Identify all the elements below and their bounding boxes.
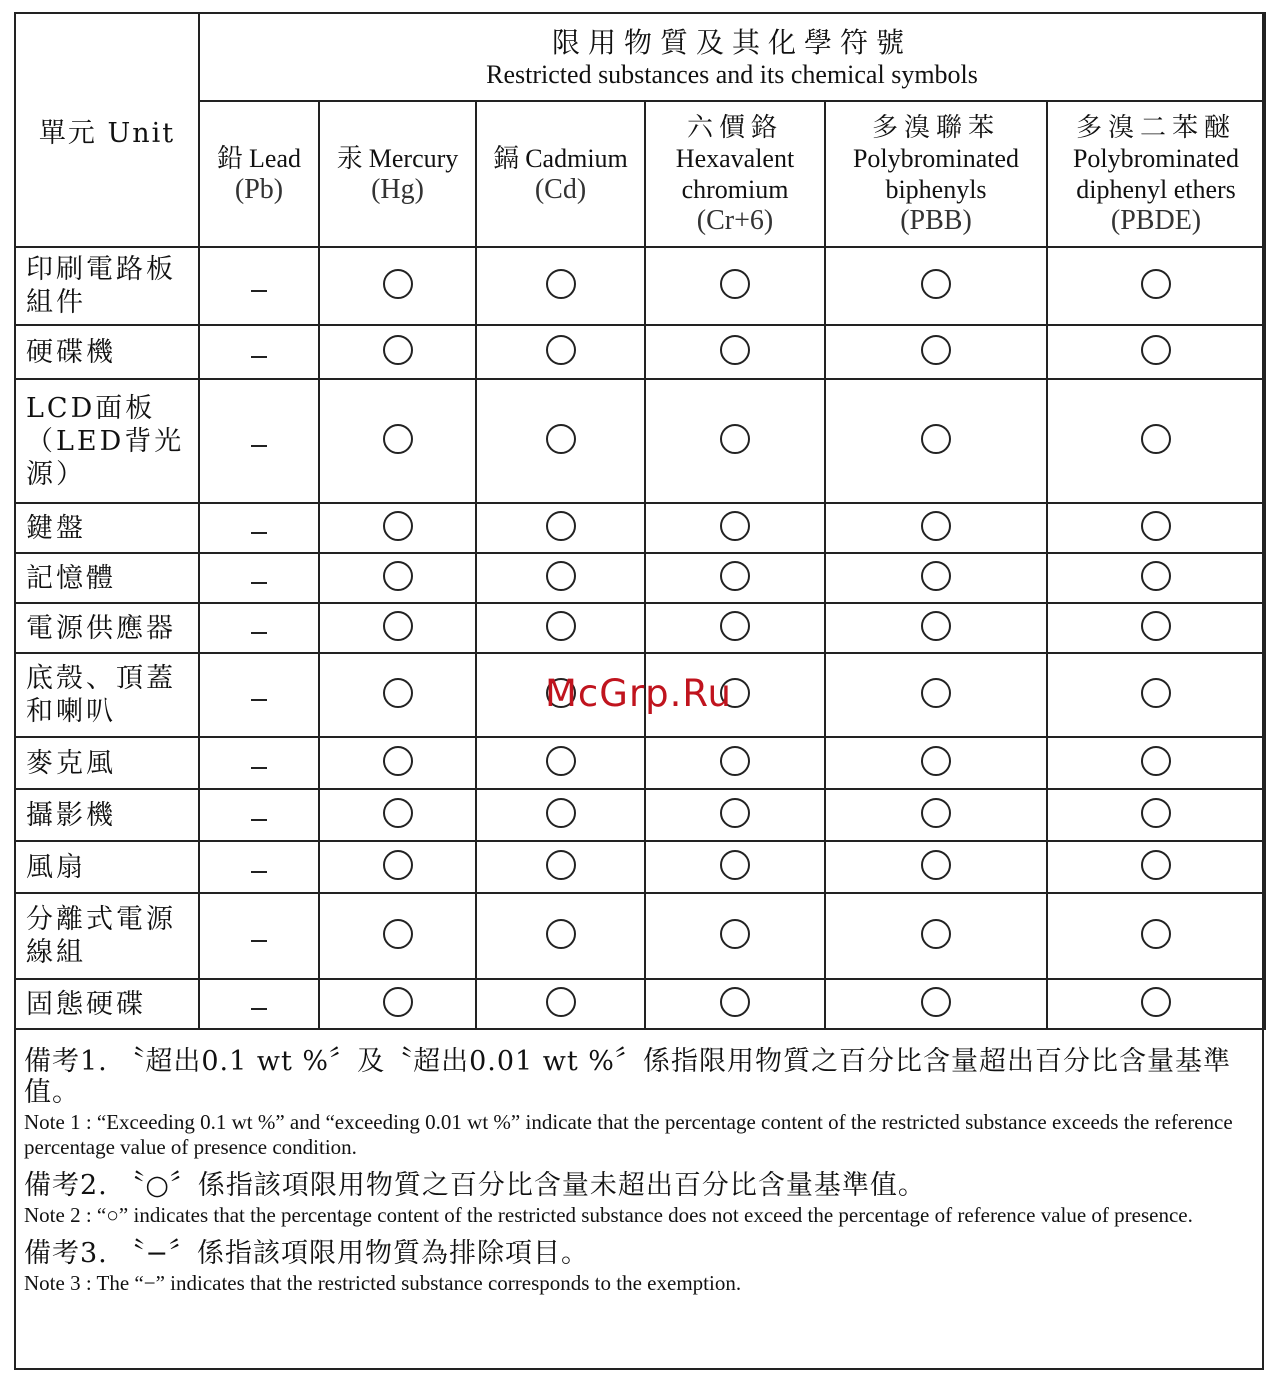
mark-cell xyxy=(476,841,645,893)
mark-cell xyxy=(825,553,1047,603)
circle-mark-icon xyxy=(921,987,951,1017)
substance-header-0 xyxy=(199,101,319,247)
dash-mark-icon xyxy=(251,532,267,534)
mark-cell xyxy=(645,603,825,653)
circle-mark-icon xyxy=(546,335,576,365)
mark-cell xyxy=(645,893,825,979)
mark-cell xyxy=(1047,789,1265,841)
dash-mark-icon xyxy=(251,819,267,821)
substance-zh: 汞 xyxy=(336,144,369,173)
unit-label: 電源供應器 xyxy=(15,603,199,653)
dash-mark-icon xyxy=(251,632,267,634)
substance-symbol: (PBDE) xyxy=(1110,205,1202,236)
table-row xyxy=(15,893,1265,979)
circle-mark-icon xyxy=(1141,746,1171,776)
table-row xyxy=(15,789,1265,841)
mark-cell xyxy=(645,379,825,503)
unit-label: 底殼、頂蓋和喇叭 xyxy=(15,653,199,737)
circle-mark-icon xyxy=(921,611,951,641)
mark-cell xyxy=(645,737,825,789)
mark-cell xyxy=(1047,503,1265,553)
mark-cell xyxy=(476,247,645,325)
notes-section xyxy=(24,1046,1254,1306)
circle-mark-icon xyxy=(720,850,750,880)
circle-mark-icon xyxy=(1141,424,1171,454)
circle-mark-icon xyxy=(546,798,576,828)
substance-zh: 鎘 xyxy=(493,144,526,173)
circle-mark-icon xyxy=(921,269,951,299)
restricted-substances-table xyxy=(14,12,1266,1030)
mark-cell xyxy=(199,979,319,1029)
table-row xyxy=(15,603,1265,653)
circle-mark-icon xyxy=(720,611,750,641)
mark-cell xyxy=(825,247,1047,325)
title-zh: 限用物質及其化學符號 xyxy=(552,26,913,59)
circle-mark-icon xyxy=(720,335,750,365)
circle-mark-icon xyxy=(546,269,576,299)
table-row xyxy=(15,737,1265,789)
dash-mark-icon xyxy=(251,940,267,942)
mark-cell xyxy=(319,979,476,1029)
note-zh: 備考1. 〝超出0.1 wt %〞及〝超出0.01 wt %〞係指限用物質之百分比含量超出百分比含量基準值。 xyxy=(24,1046,1231,1108)
table-row xyxy=(15,325,1265,379)
circle-mark-icon xyxy=(921,746,951,776)
unit-label: 硬碟機 xyxy=(15,325,199,379)
circle-mark-icon xyxy=(383,987,413,1017)
mark-cell xyxy=(199,789,319,841)
mark-cell xyxy=(319,503,476,553)
unit-column-header: 單元 Unit xyxy=(15,13,199,247)
circle-mark-icon xyxy=(921,919,951,949)
mark-cell xyxy=(825,789,1047,841)
circle-mark-icon xyxy=(921,678,951,708)
circle-mark-icon xyxy=(383,919,413,949)
mark-cell xyxy=(199,737,319,789)
mark-cell xyxy=(645,247,825,325)
unit-label: 固態硬碟 xyxy=(15,979,199,1029)
mark-cell xyxy=(476,325,645,379)
unit-label: 印刷電路板組件 xyxy=(15,247,199,325)
circle-mark-icon xyxy=(720,269,750,299)
circle-mark-icon xyxy=(921,511,951,541)
mark-cell xyxy=(645,503,825,553)
circle-mark-icon xyxy=(546,611,576,641)
circle-mark-icon xyxy=(720,746,750,776)
unit-label: 攝影機 xyxy=(15,789,199,841)
circle-mark-icon xyxy=(720,561,750,591)
circle-mark-icon xyxy=(1141,850,1171,880)
mark-cell xyxy=(319,553,476,603)
mark-cell xyxy=(199,893,319,979)
circle-mark-icon xyxy=(921,335,951,365)
mark-cell xyxy=(1047,247,1265,325)
mark-cell xyxy=(319,789,476,841)
mark-cell xyxy=(825,503,1047,553)
substance-zh: 鉛 xyxy=(217,144,250,173)
mark-cell xyxy=(319,893,476,979)
circle-mark-icon xyxy=(546,850,576,880)
mark-cell xyxy=(476,737,645,789)
mark-cell xyxy=(199,379,319,503)
circle-mark-icon xyxy=(720,424,750,454)
substance-symbol: (Cd) xyxy=(534,174,587,205)
circle-mark-icon xyxy=(546,424,576,454)
mark-cell xyxy=(476,789,645,841)
circle-mark-icon xyxy=(383,561,413,591)
mark-cell xyxy=(1047,379,1265,503)
circle-mark-icon xyxy=(383,746,413,776)
unit-label: 麥克風 xyxy=(15,737,199,789)
mark-cell xyxy=(1047,893,1265,979)
circle-mark-icon xyxy=(383,269,413,299)
mark-cell xyxy=(319,737,476,789)
substance-en: Lead xyxy=(249,144,301,173)
substance-en: Polybrominated biphenyls xyxy=(852,144,1020,204)
circle-mark-icon xyxy=(383,424,413,454)
circle-mark-icon xyxy=(1141,611,1171,641)
mark-cell xyxy=(1047,553,1265,603)
dash-mark-icon xyxy=(251,767,267,769)
circle-mark-icon xyxy=(383,850,413,880)
circle-mark-icon xyxy=(921,561,951,591)
circle-mark-icon xyxy=(383,678,413,708)
substance-symbol: (Cr+6) xyxy=(696,205,774,236)
mark-cell xyxy=(199,603,319,653)
table-row xyxy=(15,247,1265,325)
circle-mark-icon xyxy=(720,919,750,949)
unit-label: 分離式電源線組 xyxy=(15,893,199,979)
substance-zh: 六價鉻 xyxy=(686,113,783,142)
mark-cell xyxy=(1047,979,1265,1029)
substance-header-2 xyxy=(476,101,645,247)
dash-mark-icon xyxy=(251,582,267,584)
circle-mark-icon xyxy=(1141,561,1171,591)
circle-mark-icon xyxy=(1141,919,1171,949)
circle-mark-icon xyxy=(1141,798,1171,828)
mark-cell xyxy=(1047,737,1265,789)
dash-mark-icon xyxy=(251,356,267,358)
unit-label: 鍵盤 xyxy=(15,503,199,553)
table-row xyxy=(15,841,1265,893)
mark-cell xyxy=(319,603,476,653)
mark-cell xyxy=(825,379,1047,503)
mark-cell xyxy=(645,979,825,1029)
dash-mark-icon xyxy=(251,871,267,873)
circle-mark-icon xyxy=(383,335,413,365)
circle-mark-icon xyxy=(383,611,413,641)
circle-mark-icon xyxy=(546,746,576,776)
substance-zh: 多溴聯苯 xyxy=(871,113,1000,142)
circle-mark-icon xyxy=(546,511,576,541)
title-en: Restricted substances and its chemical symbols xyxy=(486,60,978,89)
mark-cell xyxy=(199,553,319,603)
mark-cell xyxy=(199,247,319,325)
substance-en: Cadmium xyxy=(525,144,628,173)
circle-mark-icon xyxy=(383,798,413,828)
mark-cell xyxy=(476,553,645,603)
circle-mark-icon xyxy=(1141,511,1171,541)
mark-cell xyxy=(319,653,476,737)
mark-cell xyxy=(1047,603,1265,653)
mark-cell xyxy=(825,841,1047,893)
note-en: Note 2 : “○” indicates that the percentage content of the restricted substance does not exceed the percentage of reference value of presence. xyxy=(24,1203,1193,1227)
unit-label: LCD面板（LED背光源） xyxy=(15,379,199,503)
table-title xyxy=(199,13,1265,101)
mark-cell xyxy=(645,553,825,603)
circle-mark-icon xyxy=(921,850,951,880)
mark-cell xyxy=(645,325,825,379)
substance-zh: 多溴二苯醚 xyxy=(1076,113,1237,142)
substance-header-4 xyxy=(825,101,1047,247)
table-row xyxy=(15,553,1265,603)
dash-mark-icon xyxy=(251,699,267,701)
circle-mark-icon xyxy=(546,919,576,949)
unit-label: 記憶體 xyxy=(15,553,199,603)
circle-mark-icon xyxy=(1141,987,1171,1017)
mark-cell xyxy=(1047,325,1265,379)
mark-cell xyxy=(645,841,825,893)
unit-label: 風扇 xyxy=(15,841,199,893)
circle-mark-icon xyxy=(921,424,951,454)
table-row xyxy=(15,503,1265,553)
circle-mark-icon xyxy=(546,987,576,1017)
note-zh: 備考2. 〝○〞係指該項限用物質之百分比含量未超出百分比含量基準值。 xyxy=(24,1170,926,1201)
substance-symbol: (Hg) xyxy=(371,174,424,205)
circle-mark-icon xyxy=(1141,335,1171,365)
circle-mark-icon xyxy=(546,561,576,591)
mark-cell xyxy=(1047,653,1265,737)
note-en: Note 3 : The “−” indicates that the restricted substance corresponds to the exemption. xyxy=(24,1271,742,1295)
mark-cell xyxy=(476,503,645,553)
circle-mark-icon xyxy=(1141,678,1171,708)
mark-cell xyxy=(199,503,319,553)
substance-symbol: (PBB) xyxy=(900,205,972,236)
mark-cell xyxy=(825,893,1047,979)
circle-mark-icon xyxy=(383,511,413,541)
substance-header-1 xyxy=(319,101,476,247)
substance-en: Mercury xyxy=(368,144,459,173)
mark-cell xyxy=(476,603,645,653)
mark-cell xyxy=(319,379,476,503)
mark-cell xyxy=(319,325,476,379)
substance-en: Polybrominated diphenyl ethers xyxy=(1072,144,1240,204)
substance-header-5 xyxy=(1047,101,1265,247)
mark-cell xyxy=(199,653,319,737)
mark-cell xyxy=(476,893,645,979)
mark-cell xyxy=(825,325,1047,379)
dash-mark-icon xyxy=(251,1008,267,1010)
mark-cell xyxy=(319,841,476,893)
dash-mark-icon xyxy=(251,445,267,447)
mark-cell xyxy=(825,737,1047,789)
watermark: McGrp.Ru xyxy=(545,672,732,715)
mark-cell xyxy=(476,379,645,503)
dash-mark-icon xyxy=(251,290,267,292)
circle-mark-icon xyxy=(720,511,750,541)
mark-cell xyxy=(825,603,1047,653)
mark-cell xyxy=(825,979,1047,1029)
substance-symbol: (Pb) xyxy=(234,174,284,205)
mark-cell xyxy=(1047,841,1265,893)
note-en: Note 1 : “Exceeding 0.1 wt %” and “exceeding 0.01 wt %” indicate that the percentage content of the restricted substance exceeds the reference percentage value of presence condition. xyxy=(24,1110,1233,1159)
mark-cell xyxy=(199,841,319,893)
table-row xyxy=(15,379,1265,503)
mark-cell xyxy=(645,789,825,841)
circle-mark-icon xyxy=(720,798,750,828)
circle-mark-icon xyxy=(1141,269,1171,299)
table-row xyxy=(15,979,1265,1029)
circle-mark-icon xyxy=(921,798,951,828)
mark-cell xyxy=(825,653,1047,737)
circle-mark-icon xyxy=(720,987,750,1017)
mark-cell xyxy=(199,325,319,379)
substance-header-3 xyxy=(645,101,825,247)
mark-cell xyxy=(319,247,476,325)
substance-en: Hexavalent chromium xyxy=(675,144,795,204)
mark-cell xyxy=(476,979,645,1029)
note-zh: 備考3. 〝−〞係指該項限用物質為排除項目。 xyxy=(24,1238,589,1269)
